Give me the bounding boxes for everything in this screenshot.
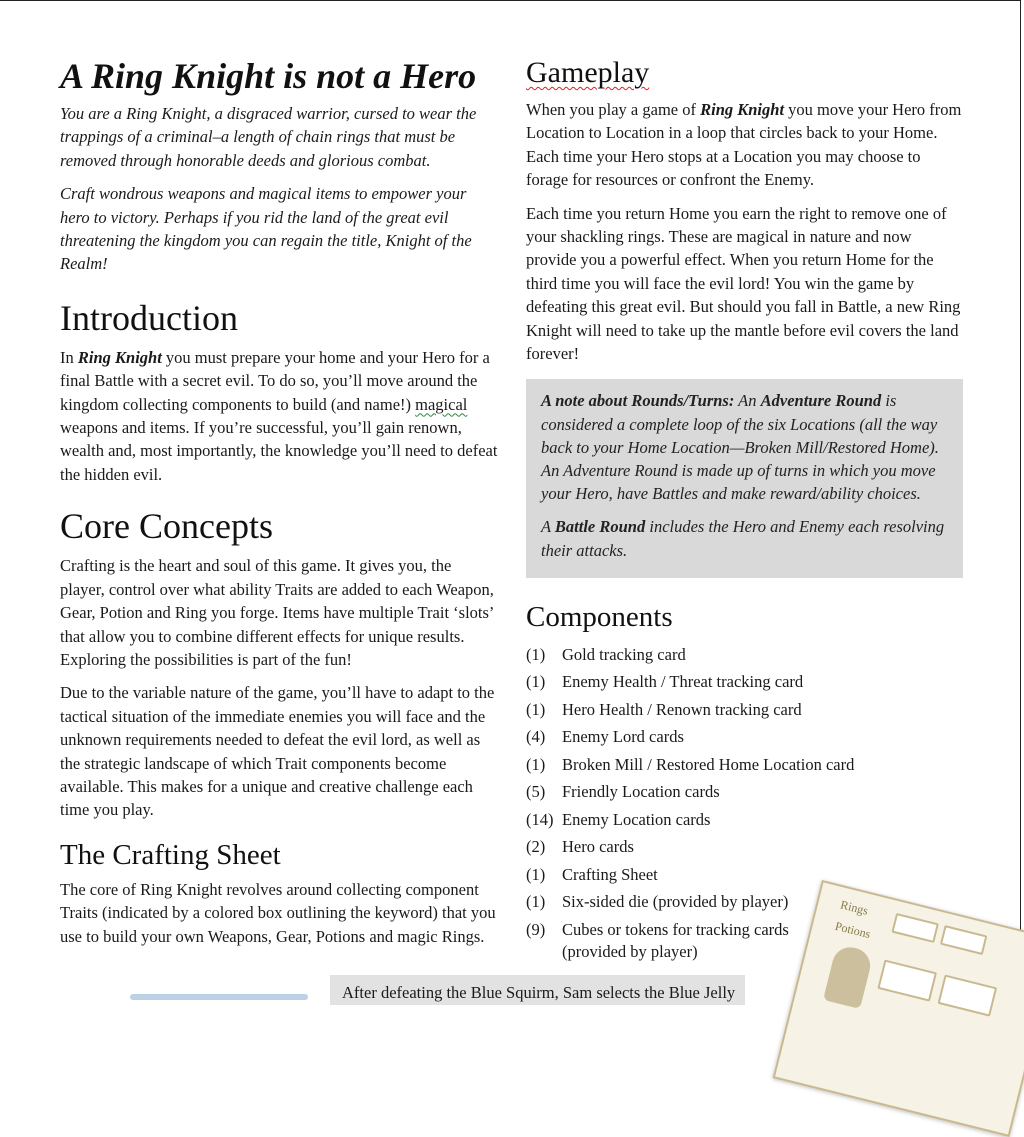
introduction-heading: Introduction: [60, 297, 238, 338]
right-column: [526, 56, 966, 968]
caption-box: [330, 975, 745, 1005]
core-concepts-heading: Core Concepts: [60, 506, 273, 547]
list-item: (5) Friendly Location cards: [526, 782, 720, 802]
card-slot: [938, 975, 998, 1017]
caption-text: After defeating the Blue Squirm, Sam selects the Blue Jelly: [342, 983, 736, 1002]
intro-paragraph: You are a Ring Knight, a disgraced warrior, cursed to wear the trappings of a criminal–a length of chain rings that must be removed through honorable deeds and glorious combat.: [60, 104, 477, 170]
gameplay-heading: Gameplay: [526, 56, 650, 89]
crafting-sheet-heading: The Crafting Sheet: [60, 838, 281, 871]
core-concepts-paragraph: Crafting is the heart and soul of this game. It gives you, the player, control over what ability Traits are added to each Weapon, Gear, Potion and Ring you forge. Items have multiple Trait ‘slots’ that allow you to combine different effects for unique results. Exploring the possibilities is part of the fun!: [60, 556, 494, 669]
intro-paragraph: Craft wondrous weapons and magical items to empower your hero to victory. Perhaps if you rid the land of the great evil threatening the kingdom you can regain the title, Knight of the Realm!: [60, 184, 472, 274]
list-item: (2) Hero cards: [526, 837, 634, 857]
card-label-potions: Potions: [833, 918, 873, 942]
components-heading: Components: [526, 600, 673, 633]
list-item: (14) Enemy Location cards: [526, 809, 711, 829]
core-concepts-paragraph: Due to the variable nature of the game, you’ll have to adapt to the tactical situation of the immediate enemies you will face and the unknown requirements needed to defeat the evil lord, as well as the strategic landscape of which Trait components become available. This makes for a unique and creative challenge each time you play.: [60, 683, 495, 820]
crafting-sheet-paragraph: The core of Ring Knight revolves around collecting component Traits (indicated by a colored box outlining the keyword) that you use to build your own Weapons, Gear, Potions and magic Rings.: [60, 879, 496, 946]
image-edge: [130, 994, 308, 1000]
list-item: (1) Six-sided die (provided by player): [526, 892, 789, 912]
rounds-note-box: [526, 379, 963, 577]
card-slot: [877, 960, 937, 1002]
list-item: (1) Enemy Health / Threat tracking card: [526, 672, 804, 692]
list-item: (1) Crafting Sheet: [526, 864, 658, 884]
list-item: (4) Enemy Lord cards: [526, 727, 684, 747]
note-paragraph: A note about Rounds/Turns: An Adventure Round is considered a complete loop of the six Locations (all the way back to your Home Location—Broken Mill/Restored Home). An Adventure Round is made up of turns in which you move your Hero, have Battles and make reward/ability choices.: [541, 391, 939, 504]
intro-italic: [60, 102, 500, 276]
card-label-rings: Rings: [838, 897, 870, 918]
list-item: (1) Gold tracking card: [526, 644, 686, 664]
list-item: (1) Hero Health / Renown tracking card: [526, 699, 802, 719]
list-item: (1) Broken Mill / Restored Home Location card: [526, 754, 855, 774]
card-slot: [891, 913, 939, 943]
note-paragraph: A Battle Round includes the Hero and Enemy each resolving their attacks.: [541, 517, 945, 560]
list-item: (9) Cubes or tokens for tracking cards (provided by player): [526, 919, 789, 961]
card-slot: [940, 925, 988, 955]
page-title: A Ring Knight is not a Hero: [60, 56, 477, 96]
gameplay-paragraph: When you play a game of Ring Knight you move your Hero from Location to Location in a loop that circles back to your Home. Each time your Hero stops at a Location you may choose to forage for resources or confront the Enemy.: [526, 100, 962, 190]
introduction-paragraph: In Ring Knight you must prepare your home and your Hero for a final Battle with a secret evil. To do so, you’ll move around the kingdom collecting components to build (and name!) magical weapons and items. If you’re successful, you’ll gain renown, wealth and, most importantly, the knowledge you’ll need to defeat the hidden evil.: [60, 347, 498, 484]
gameplay-paragraph: Each time you return Home you earn the right to remove one of your shackling rings. These are magical in nature and now provide you a powerful effect. When you return Home for the third time you will face the evil lord! You win the game by defeating this great evil. But should you fall in Battle, a new Ring Knight will need to take up the mantle before evil covers the land forever!: [526, 203, 961, 364]
knight-figure-icon: [823, 944, 874, 1009]
left-column: [60, 56, 500, 958]
